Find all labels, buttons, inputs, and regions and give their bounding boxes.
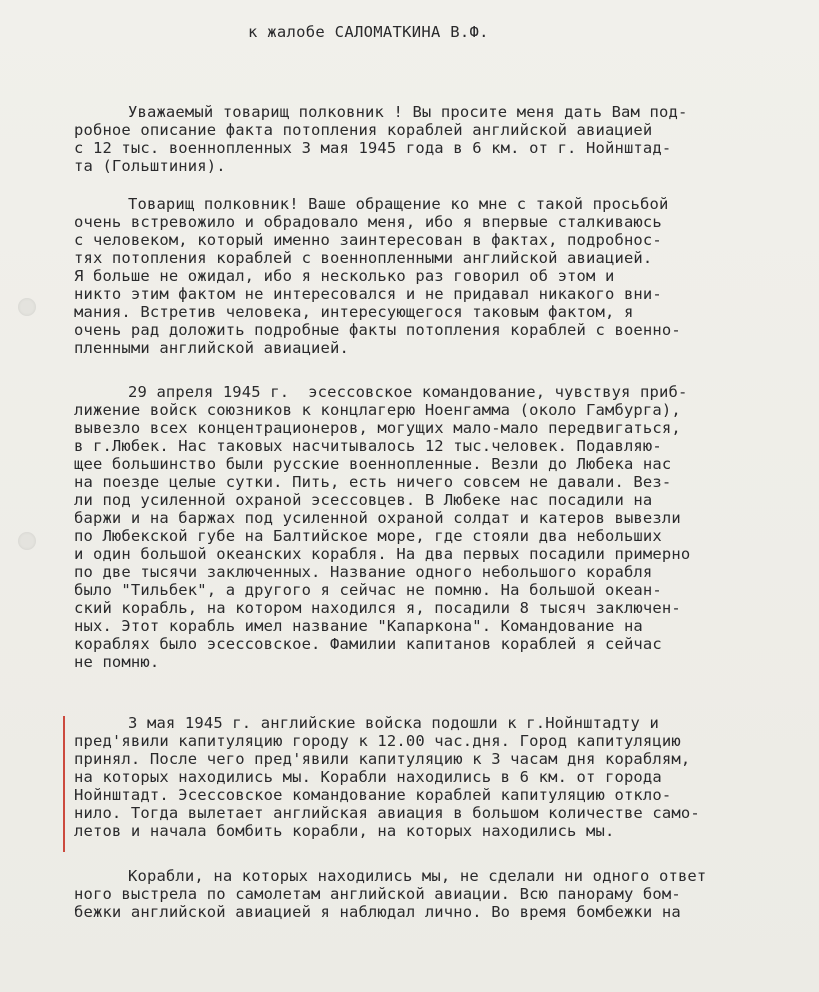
text-line: на которых находились мы. Корабли находились в 6 км. от города	[74, 768, 662, 786]
text-line: не помню.	[74, 653, 160, 671]
text-line: 29 апреля 1945 г. эсессовское командование, чувствуя приб-	[128, 383, 688, 401]
text-line: ных. Этот корабль имел название "Капаркона". Командование на	[74, 617, 643, 635]
text-line: Уважаемый товарищ полковник ! Вы просите меня дать Вам под-	[128, 103, 688, 121]
margin-mark	[63, 716, 65, 852]
text-line: по две тысячи заключенных. Название одного небольшого корабля	[74, 563, 653, 581]
punch-hole	[18, 298, 36, 316]
text-line: тях потопления кораблей с военнопленными английской авиацией.	[74, 249, 653, 267]
text-line: Нойнштадт. Эсессовское командование кораблей капитуляцию откло-	[74, 786, 672, 804]
text-line: с человеком, который именно заинтересован в фактах, подробнос-	[74, 231, 662, 249]
text-line: баржи и на баржах под усиленной охраной солдат и катеров вывезли	[74, 509, 681, 527]
text-line: ного выстрела по самолетам английской авиации. Всю панораму бом-	[74, 885, 681, 903]
text-line: робное описание факта потопления кораблей английской авиацией	[74, 121, 653, 139]
text-line: принял. После чего пред'явили капитуляцию к 3 часам дня кораблям,	[74, 750, 691, 768]
text-line: по Любекской губе на Балтийское море, где стояли два небольших	[74, 527, 662, 545]
text-line: кораблях было эсессовское. Фамилии капитанов кораблей я сейчас	[74, 635, 662, 653]
text-line: пленными английской авиацией.	[74, 339, 349, 357]
text-line: щее большинство были русские военнопленные. Везли до Любека нас	[74, 455, 672, 473]
text-line: на поезде целые сутки. Пить, есть ничего совсем не давали. Вез-	[74, 473, 672, 491]
text-line: очень встревожило и обрадовало меня, ибо я впервые сталкиваюсь	[74, 213, 662, 231]
document-title: к жалобе САЛОМАТКИНА В.Ф.	[248, 23, 489, 41]
text-line: очень рад доложить подробные факты потопления кораблей с военно-	[74, 321, 681, 339]
text-line: с 12 тыс. военнопленных 3 мая 1945 года в 6 км. от г. Нойнштад-	[74, 139, 672, 157]
text-line: вывезло всех концентрационеров, могущих мало-мало передвигаться,	[74, 419, 681, 437]
text-line: 3 мая 1945 г. английские войска подошли к г.Нойнштадту и	[128, 714, 659, 732]
text-line: Корабли, на которых находились мы, не сделали ни одного ответ	[128, 867, 707, 885]
text-line: Я больше не ожидал, ибо я несколько раз говорил об этом и	[74, 267, 615, 285]
punch-hole	[18, 532, 36, 550]
text-line: ский корабль, на котором находился я, посадили 8 тысяч заключен-	[74, 599, 681, 617]
text-line: никто этим фактом не интересовался и не придавал никакого вни-	[74, 285, 662, 303]
text-line: в г.Любек. Нас таковых насчитывалось 12 тыс.человек. Подавляю-	[74, 437, 662, 455]
text-line: бежки английской авиацией я наблюдал лично. Во время бомбежки на	[74, 903, 681, 921]
text-line: пред'явили капитуляцию городу к 12.00 час.дня. Город капитуляцию	[74, 732, 681, 750]
text-line: было "Тильбек", а другого я сейчас не помню. На большой океан-	[74, 581, 662, 599]
text-line: та (Гольштиния).	[74, 157, 226, 175]
text-line: лижение войск союзников к концлагерю Ноенгамма (около Гамбурга),	[74, 401, 681, 419]
text-line: летов и начала бомбить корабли, на которых находились мы.	[74, 822, 615, 840]
text-line: нило. Тогда вылетает английская авиация в большом количестве само-	[74, 804, 700, 822]
text-line: Товарищ полковник! Ваше обращение ко мне с такой просьбой	[128, 195, 669, 213]
text-line: мания. Встретив человека, интересующегося таковым фактом, я	[74, 303, 634, 321]
text-line: ли под усиленной охраной эсессовцев. В Любеке нас посадили на	[74, 491, 653, 509]
text-line: и один большой океанских корабля. На два первых посадили примерно	[74, 545, 691, 563]
